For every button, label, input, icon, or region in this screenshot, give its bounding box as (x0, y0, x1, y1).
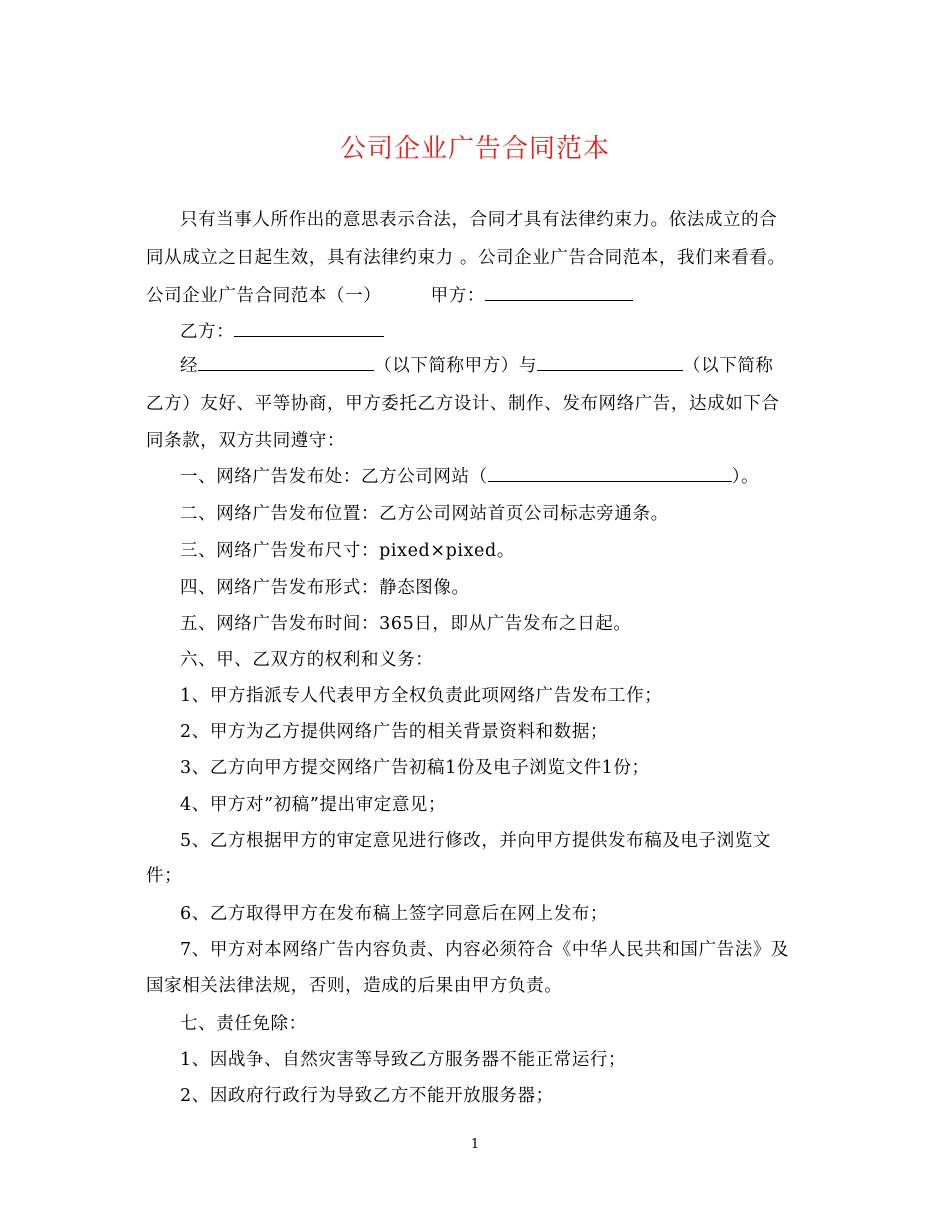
text: 三、网络广告发布尺寸：pixed×pixed。 (180, 541, 515, 561)
paragraph-line (180, 756, 650, 780)
text: 乙方： (180, 322, 235, 342)
paragraph-line (180, 208, 777, 232)
text: 甲方： (381, 286, 485, 306)
text: 四、网络广告发布形式：静态图像。 (180, 578, 470, 598)
text: 4、甲方对”初稿”提出审定意见； (180, 795, 447, 815)
paragraph-line (146, 246, 786, 270)
party-b-name-blank (537, 356, 683, 371)
paragraph-line (146, 429, 345, 453)
text: 1、因战争、自然灾害等导致乙方服务器不能正常运行； (180, 1050, 627, 1070)
paragraph-line (180, 354, 774, 378)
text: 五、网络广告发布时间：365日，即从广告发布之日起。 (180, 614, 632, 634)
text: 同条款，双方共同遵守： (146, 431, 346, 451)
paragraph-line (180, 938, 789, 962)
text: 2、甲方为乙方提供网络广告的相关背景资料和数据； (180, 722, 609, 742)
text: 件； (146, 866, 183, 886)
paragraph-line (180, 1012, 307, 1036)
paragraph-line (180, 829, 771, 853)
paragraph-line (180, 539, 515, 563)
paragraph-line (180, 320, 384, 344)
paragraph-line (146, 284, 633, 308)
text: 七、责任免除： (180, 1014, 307, 1034)
paragraph-line (180, 793, 446, 817)
text: 经 (180, 356, 199, 376)
document-title: 公司企业广告合同范本 (339, 134, 610, 164)
paragraph-line (180, 720, 608, 744)
text: （以下简称甲方）与 (374, 356, 538, 376)
paragraph-line (180, 1084, 554, 1108)
party-a-name-blank (198, 356, 374, 371)
text: 5、乙方根据甲方的审定意见进行修改，并向甲方提供发布稿及电子浏览文 (180, 831, 771, 851)
paragraph-line (180, 1048, 626, 1072)
paragraph-line (146, 974, 562, 998)
party-b-blank (234, 322, 384, 337)
text: 只有当事人所作出的意思表示合法，合同才具有法律约束力。依法成立的合 (180, 210, 778, 230)
text: 2、因政府行政行为导致乙方不能开放服务器； (180, 1086, 554, 1106)
text: 六、甲、乙双方的权利和义务： (180, 650, 434, 670)
paragraph-line (180, 612, 632, 636)
paragraph-line (180, 576, 470, 600)
text: 一、网络广告发布处：乙方公司网站（ (180, 467, 488, 487)
text: 乙方）友好、平等协商，甲方委托乙方设计、制作、发布网络广告，达成如下合 (146, 394, 780, 414)
paragraph-line (180, 902, 608, 926)
text: 1、甲方指派专人代表甲方全权负责此项网络广告发布工作； (180, 686, 663, 706)
paragraph-line (180, 648, 433, 672)
text: 公司企业广告合同范本（一） (146, 286, 382, 306)
text: ）。 (731, 467, 760, 487)
text: 6、乙方取得甲方在发布稿上签字同意后在网上发布； (180, 904, 609, 924)
paragraph-line (180, 502, 669, 526)
paragraph-line (180, 465, 759, 489)
page-number: 1 (470, 1137, 480, 1152)
party-a-blank (485, 286, 633, 301)
text: 7、甲方对本网络广告内容负责、内容必须符合《中华人民共和国广告法》及 (180, 940, 790, 960)
paragraph-line (146, 864, 182, 888)
text: 3、乙方向甲方提交网络广告初稿1份及电子浏览文件1份； (180, 758, 650, 778)
text: （以下简称 (683, 356, 774, 376)
paragraph-line (180, 684, 662, 708)
website-blank (488, 467, 732, 482)
text: 二、网络广告发布位置：乙方公司网站首页公司标志旁通条。 (180, 504, 669, 524)
text: 同从成立之日起生效，具有法律约束力 。公司企业广告合同范本，我们来看看。 (146, 248, 786, 268)
paragraph-line (146, 392, 780, 416)
text: 国家相关法律法规，否则，造成的后果由甲方负责。 (146, 976, 563, 996)
